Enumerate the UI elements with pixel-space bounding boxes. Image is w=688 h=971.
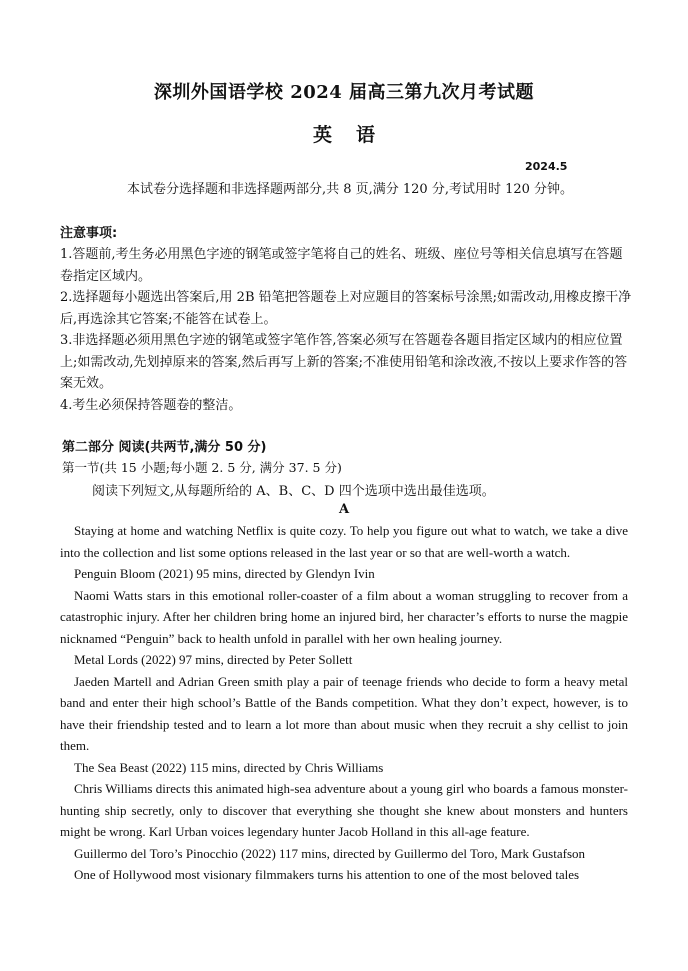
notice-list <box>60 244 632 416</box>
notice-heading: 注意事项: <box>60 226 118 241</box>
notice-item: 3.非选择题必须用黑色字迹的钢笔或签字笔作答,答案必须写在答题卷各题目指定区域内的相应位置上;如需改动,先划掉原来的答案,然后再写上新的答案;不准使用铅笔和涂改液,不按以上要求作答的答案无效。 <box>60 333 628 391</box>
notice-item: 2.选择题每小题选出答案后,用 2B 铅笔把答题卷上对应题目的答案标号涂黑;如需改动,用橡皮擦干净后,再选涂其它答案;不能答在试卷上。 <box>60 290 632 327</box>
exam-intro: 本试卷分选择题和非选择题两部分,共 8 页,满分 120 分,考试用时 120 分钟。 <box>126 182 574 197</box>
movie-title: The Sea Beast (2022) 115 mins, directed by Chris Williams <box>74 759 384 775</box>
movie-title: Penguin Bloom (2021) 95 mins, directed by Glendyn Ivin <box>74 566 375 581</box>
movie-title: Guillermo del Toro’s Pinocchio (2022) 117 mins, directed by Guillermo del Toro, Mark Gustafson <box>74 845 585 861</box>
subject-title: 英语 <box>312 124 399 146</box>
passage-paragraph: Chris Williams directs this animated high-sea adventure about a young girl who boards a famous monster-hunting ship secretly, only to discover that everything she thought she knew about monsters and hunters might be wrong. Karl Urban voices legendary hunter Jacob Holland in this all-age feature. <box>60 781 628 839</box>
notice-item: 4.考生必须保持答题卷的整洁。 <box>60 397 242 413</box>
notice-item: 1.答题前,考生务必用黑色字迹的钢笔或签字笔将自己的姓名、班级、座位号等相关信息填写在答题卷指定区域内。 <box>60 247 623 284</box>
exam-title: 深圳外国语学校 2024 届高三第九次月考试题 <box>153 82 535 103</box>
passage-paragraph: One of Hollywood most visionary filmmakers turns his attention to one of the most beloved tales <box>74 867 580 882</box>
movie-title: Metal Lords (2022) 97 mins, directed by Peter Sollett <box>74 652 353 667</box>
exam-date: 2024.5 <box>525 160 568 173</box>
passage-paragraph: Staying at home and watching Netflix is quite cozy. To help you figure out what to watch, we take a dive into the collection and list some options released in the last year or so that are well-worth a watch. <box>60 523 628 560</box>
section-heading: 第一节(共 15 小题;每小题 2. 5 分, 满分 37. 5 分) <box>62 460 342 475</box>
passage-body <box>60 520 628 886</box>
reading-instruction: 阅读下列短文,从每题所给的 A、B、C、D 四个选项中选出最佳选项。 <box>92 484 495 499</box>
passage-paragraph: Jaeden Martell and Adrian Green smith play a pair of teenage friends who decide to form a heavy metal band and enter their high school’s Battle of the Bands competition. What they don’t expect, however, is to have their friendship tested and to learn a lot more than about music when they recruit a shy cellist to join them. <box>60 673 628 753</box>
passage-paragraph: Naomi Watts stars in this emotional roller-coaster of a film about a woman struggling to recover from a catastrophic injury. After her children bring home an injured bird, her character’s efforts to nurse the magpie nicknamed “Penguin” back to health unfold in parallel with her own healing journey. <box>60 587 628 646</box>
part-heading: 第二部分 阅读(共两节,满分 50 分) <box>62 440 267 455</box>
passage-label: A <box>338 502 350 517</box>
